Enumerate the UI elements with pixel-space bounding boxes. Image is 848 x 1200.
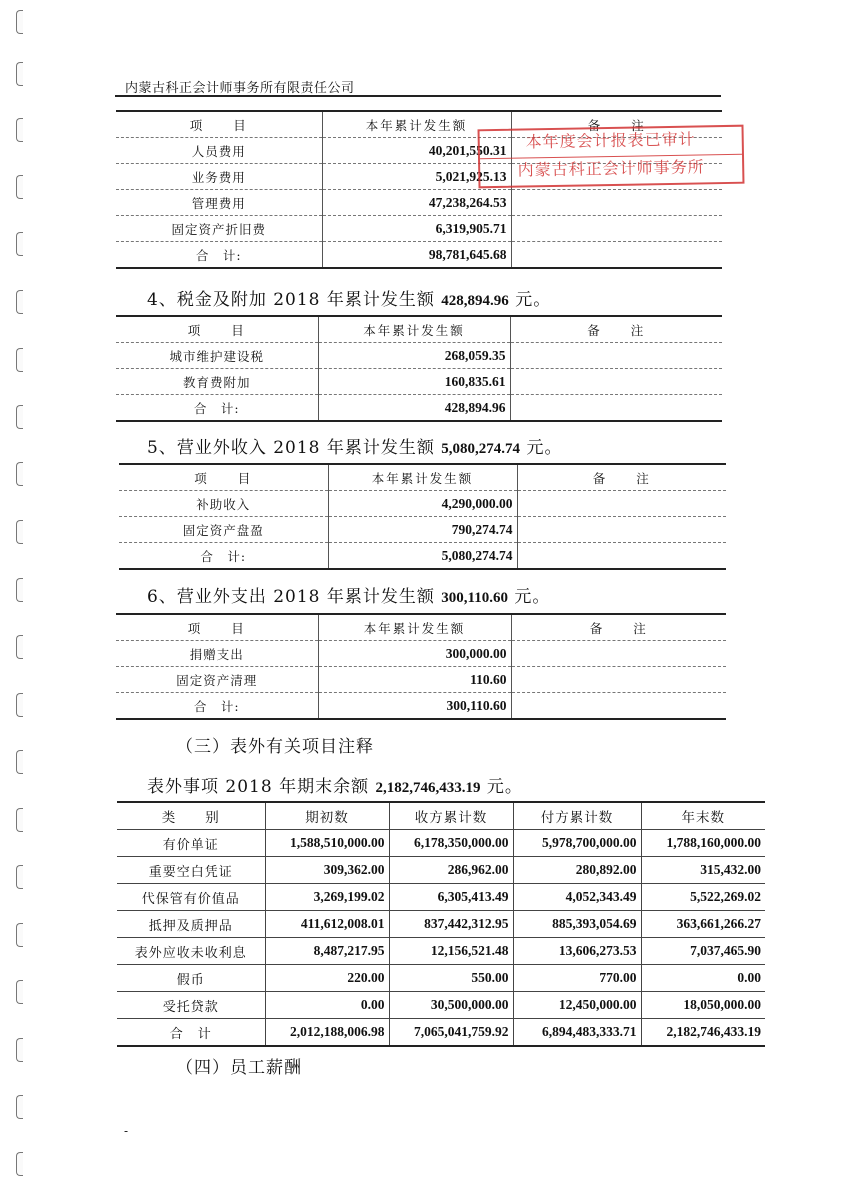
tax-heading-unit: 元。 [515,290,552,310]
nonop-expense-heading-unit: 元。 [514,587,551,607]
table-row [117,992,765,1019]
item-cell: 捐赠支出 [116,641,318,667]
total-row [116,242,722,269]
item-cell: 固定资产盘盈 [119,517,328,543]
audit-stamp [478,125,745,189]
item-cell: 固定资产清理 [116,667,318,693]
header-rule [115,95,721,97]
closing-cell: 1,788,160,000.00 [641,830,765,857]
opening-cell: 1,588,510,000.00 [265,830,389,857]
receipts-cell: 12,156,521.48 [389,938,513,965]
receipts-cell: 6,305,413.49 [389,884,513,911]
remark-cell [511,216,722,242]
header-cell: 备 注 [511,111,722,138]
table-row [117,884,765,911]
offbalance-heading-text: 表外事项 2018 年期末余额 [147,777,370,797]
opening-cell: 2,012,188,006.98 [265,1019,389,1047]
closing-cell: 2,182,746,433.19 [641,1019,765,1047]
table-row [116,667,726,693]
receipts-cell: 6,178,350,000.00 [389,830,513,857]
item-cell: 人员费用 [116,138,322,164]
firm-header: 内蒙古科正会计师事务所有限责任公司 [125,81,355,96]
tax-heading [147,285,551,310]
amount-cell: 268,059.35 [318,343,510,369]
category-cell: 代保管有价值品 [117,884,265,911]
total-row [116,693,726,720]
nonop-expense-table [116,613,726,720]
total-row [117,1019,765,1047]
receipts-cell: 7,065,041,759.92 [389,1019,513,1047]
item-cell: 合 计: [116,693,318,720]
receipts-cell: 286,962.00 [389,857,513,884]
category-cell: 合 计 [117,1019,265,1047]
header-cell: 本年累计发生额 [322,111,511,138]
closing-cell: 7,037,465.90 [641,938,765,965]
item-cell: 城市维护建设税 [116,343,318,369]
payments-cell: 5,978,700,000.00 [513,830,641,857]
header-cell: 项 目 [116,614,318,641]
item-cell: 教育费附加 [116,369,318,395]
receipts-cell: 550.00 [389,965,513,992]
amount-cell: 300,110.60 [318,693,511,720]
remark-cell [510,395,722,422]
header-cell: 项 目 [119,464,328,491]
offbalance-heading-unit: 元。 [486,777,523,797]
table-row [119,491,726,517]
nonop-expense-heading-amount: 300,110.60 [441,590,508,606]
nonop-income-table [119,463,726,570]
remark-cell [517,543,726,570]
table-header-row [119,464,726,491]
receipts-cell: 837,442,312.95 [389,911,513,938]
amount-cell: 47,238,264.53 [322,190,511,216]
table-row [116,190,722,216]
header-cell: 收方累计数 [389,802,513,830]
item-cell: 管理费用 [116,190,322,216]
payments-cell: 280,892.00 [513,857,641,884]
item-cell: 固定资产折旧费 [116,216,322,242]
table-row [117,965,765,992]
remark-cell [510,369,722,395]
nonop-expense-heading-text: 6、营业外支出 2018 年累计发生额 [147,587,435,607]
stamp-line: 内蒙古科正会计师事务所 [480,154,742,187]
opening-cell: 309,362.00 [265,857,389,884]
table-row [117,830,765,857]
payments-cell: 12,450,000.00 [513,992,641,1019]
table-row [116,369,722,395]
item-cell: 合 计: [116,395,318,422]
category-cell: 表外应收未收利息 [117,938,265,965]
remark-cell [510,343,722,369]
nonop-income-heading-unit: 元。 [526,438,563,458]
table-row [117,938,765,965]
payments-cell: 770.00 [513,965,641,992]
payments-cell: 4,052,343.49 [513,884,641,911]
opening-cell: 0.00 [265,992,389,1019]
remark-cell [511,641,726,667]
amount-cell: 300,000.00 [318,641,511,667]
closing-cell: 5,522,269.02 [641,884,765,911]
payments-cell: 885,393,054.69 [513,911,641,938]
nonop-income-heading-text: 5、营业外收入 2018 年累计发生额 [147,438,435,458]
header-cell: 项 目 [116,316,318,343]
tax-heading-amount: 428,894.96 [441,293,509,309]
item-cell: 合 计: [119,543,328,570]
payments-cell: 6,894,483,333.71 [513,1019,641,1047]
total-row [116,395,722,422]
table-header-row [117,802,765,830]
offbalance-table [117,801,765,1047]
remark-cell [511,667,726,693]
opening-cell: 411,612,008.01 [265,911,389,938]
table-row [116,216,722,242]
tax-heading-text: 4、税金及附加 2018 年累计发生额 [147,290,435,310]
header-cell: 本年累计发生额 [318,614,511,641]
table-header-row [116,316,722,343]
remark-cell [511,190,722,216]
remark-cell [517,517,726,543]
remark-cell [517,491,726,517]
remark-cell [511,693,726,720]
amount-cell: 4,290,000.00 [328,491,517,517]
closing-cell: 0.00 [641,965,765,992]
amount-cell: 40,201,550.31 [322,138,511,164]
closing-cell: 315,432.00 [641,857,765,884]
table-row [116,343,722,369]
header-cell: 项 目 [116,111,322,138]
item-cell: 业务费用 [116,164,322,190]
amount-cell: 160,835.61 [318,369,510,395]
offbalance-heading [147,772,523,797]
amount-cell: 428,894.96 [318,395,510,422]
header-cell: 年末数 [641,802,765,830]
category-cell: 有价单证 [117,830,265,857]
header-cell: 备 注 [517,464,726,491]
opening-cell: 3,269,199.02 [265,884,389,911]
table-header-row [116,614,726,641]
footer-mark: - [124,1124,129,1138]
opening-cell: 220.00 [265,965,389,992]
category-cell: 重要空白凭证 [117,857,265,884]
payments-cell: 13,606,273.53 [513,938,641,965]
category-cell: 抵押及质押品 [117,911,265,938]
opening-cell: 8,487,217.95 [265,938,389,965]
nonop-expense-heading [147,582,550,607]
closing-cell: 18,050,000.00 [641,992,765,1019]
table-row [119,517,726,543]
nonop-income-heading-amount: 5,080,274.74 [441,441,521,457]
header-cell: 类 别 [117,802,265,830]
nonop-income-heading [147,433,562,458]
amount-cell: 5,080,274.74 [328,543,517,570]
offbalance-section-title: （三）表外有关项目注释 [176,737,374,757]
staff-section-title: （四）员工薪酬 [176,1058,302,1078]
remark-cell [511,242,722,269]
category-cell: 假币 [117,965,265,992]
header-cell: 本年累计发生额 [328,464,517,491]
offbalance-heading-amount: 2,182,746,433.19 [375,780,481,796]
table-row [117,857,765,884]
header-cell: 期初数 [265,802,389,830]
total-row [119,543,726,570]
item-cell: 合 计: [116,242,322,269]
amount-cell: 6,319,905.71 [322,216,511,242]
closing-cell: 363,661,266.27 [641,911,765,938]
header-cell: 备 注 [510,316,722,343]
tax-table [116,315,722,422]
amount-cell: 98,781,645.68 [322,242,511,269]
table-row [116,641,726,667]
table-row [117,911,765,938]
header-cell: 备 注 [511,614,726,641]
item-cell: 补助收入 [119,491,328,517]
stamp-line: 本年度会计报表已审计 [525,129,696,152]
amount-cell: 5,021,925.13 [322,164,511,190]
amount-cell: 790,274.74 [328,517,517,543]
header-cell: 本年累计发生额 [318,316,510,343]
amount-cell: 110.60 [318,667,511,693]
category-cell: 受托贷款 [117,992,265,1019]
receipts-cell: 30,500,000.00 [389,992,513,1019]
header-cell: 付方累计数 [513,802,641,830]
